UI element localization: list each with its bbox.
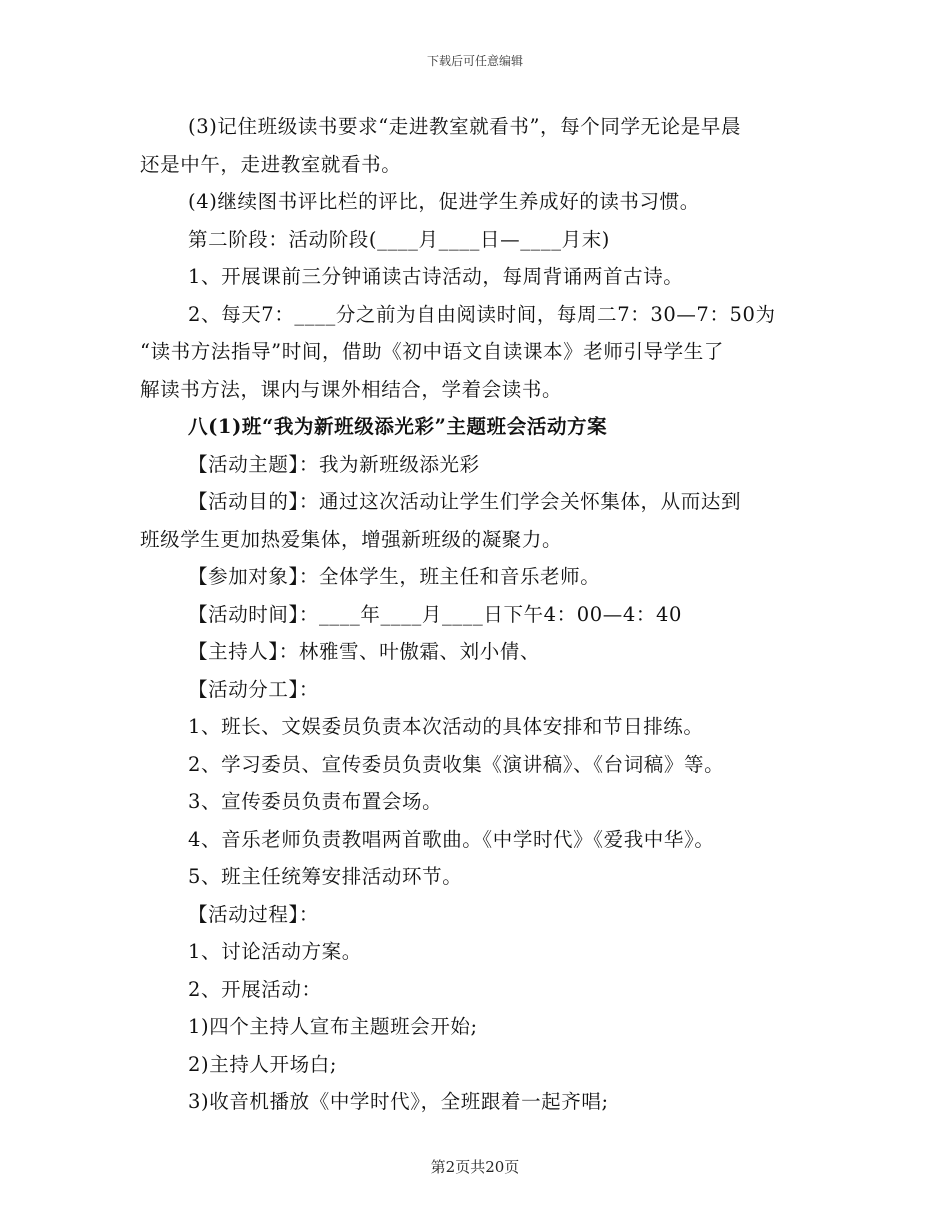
paragraph-line: “读书方法指导”时间，借助《初中语文自读课本》老师引导学生了 [140,340,724,363]
paragraph-line: 2、学习委员、宣传委员负责收集《演讲稿》、《台词稿》等。 [188,752,725,776]
document-body [140,108,812,1121]
paragraph-line: 【活动分工】： [188,677,319,701]
page-number-footer: 第2页共20页 [430,1158,520,1176]
paragraph-line: 2、开展活动： [188,977,322,1001]
paragraph-line: 还是中午，走进教室就看书。 [140,152,402,176]
paragraph-line: 【参加对象】：全体学生，班主任和音乐老师。 [188,565,601,588]
paragraph-line: 【活动主题】：我为新班级添光彩 [188,452,480,476]
section-title: 八(1)班“我为新班级添光彩”主题班会活动方案 [188,415,608,438]
paragraph-line: 班级学生更加热爱集体，增强新班级的凝聚力。 [140,527,563,551]
paragraph-line: 1)四个主持人宣布主题班会开始; [188,1015,478,1038]
paragraph-line: 解读书方法，课内与课外相结合，学着会读书。 [140,377,563,401]
paragraph-line: 【活动时间】：____年____月____日下午4：00—4：40 [188,602,682,626]
paragraph-line: 1、班长、文娱委员负责本次活动的具体安排和节日排练。 [188,715,704,738]
paragraph-line: 【活动目的】：通过这次活动让学生们学会关怀集体，从而达到 [188,490,742,513]
paragraph-line: 1、讨论活动方案。 [188,940,362,963]
paragraph-line: 5、班主任统筹安排活动环节。 [188,865,463,888]
paragraph-line: 【主持人】：林雅雪、叶傲霜、刘小倩、 [188,640,541,663]
paragraph-line: 【活动过程】： [188,902,319,926]
paragraph-line: (4)继续图书评比栏的评比，促进学生养成好的读书习惯。 [188,190,700,213]
paragraph-line: 3、宣传委员负责布置会场。 [188,790,443,813]
paragraph-line: 3)收音机播放《中学时代》，全班跟着一起齐唱; [188,1090,609,1113]
page-header: 下载后可任意编辑 [426,54,523,68]
paragraph-line: 第二阶段：活动阶段(____月____日—____月末) [188,227,611,251]
paragraph-line: 2、每天7：____分之前为自由阅读时间，每周二7：30—7：50为 [188,302,776,326]
paragraph-line: 4、音乐老师负责教唱两首歌曲。《中学时代》《爱我中华》。 [188,827,715,851]
paragraph-line: 1、开展课前三分钟诵读古诗活动，每周背诵两首古诗。 [188,265,684,288]
paragraph-line: 2)主持人开场白; [188,1052,337,1076]
paragraph-line: (3)记住班级读书要求“走进教室就看书”，每个同学无论是早晨 [188,115,742,138]
